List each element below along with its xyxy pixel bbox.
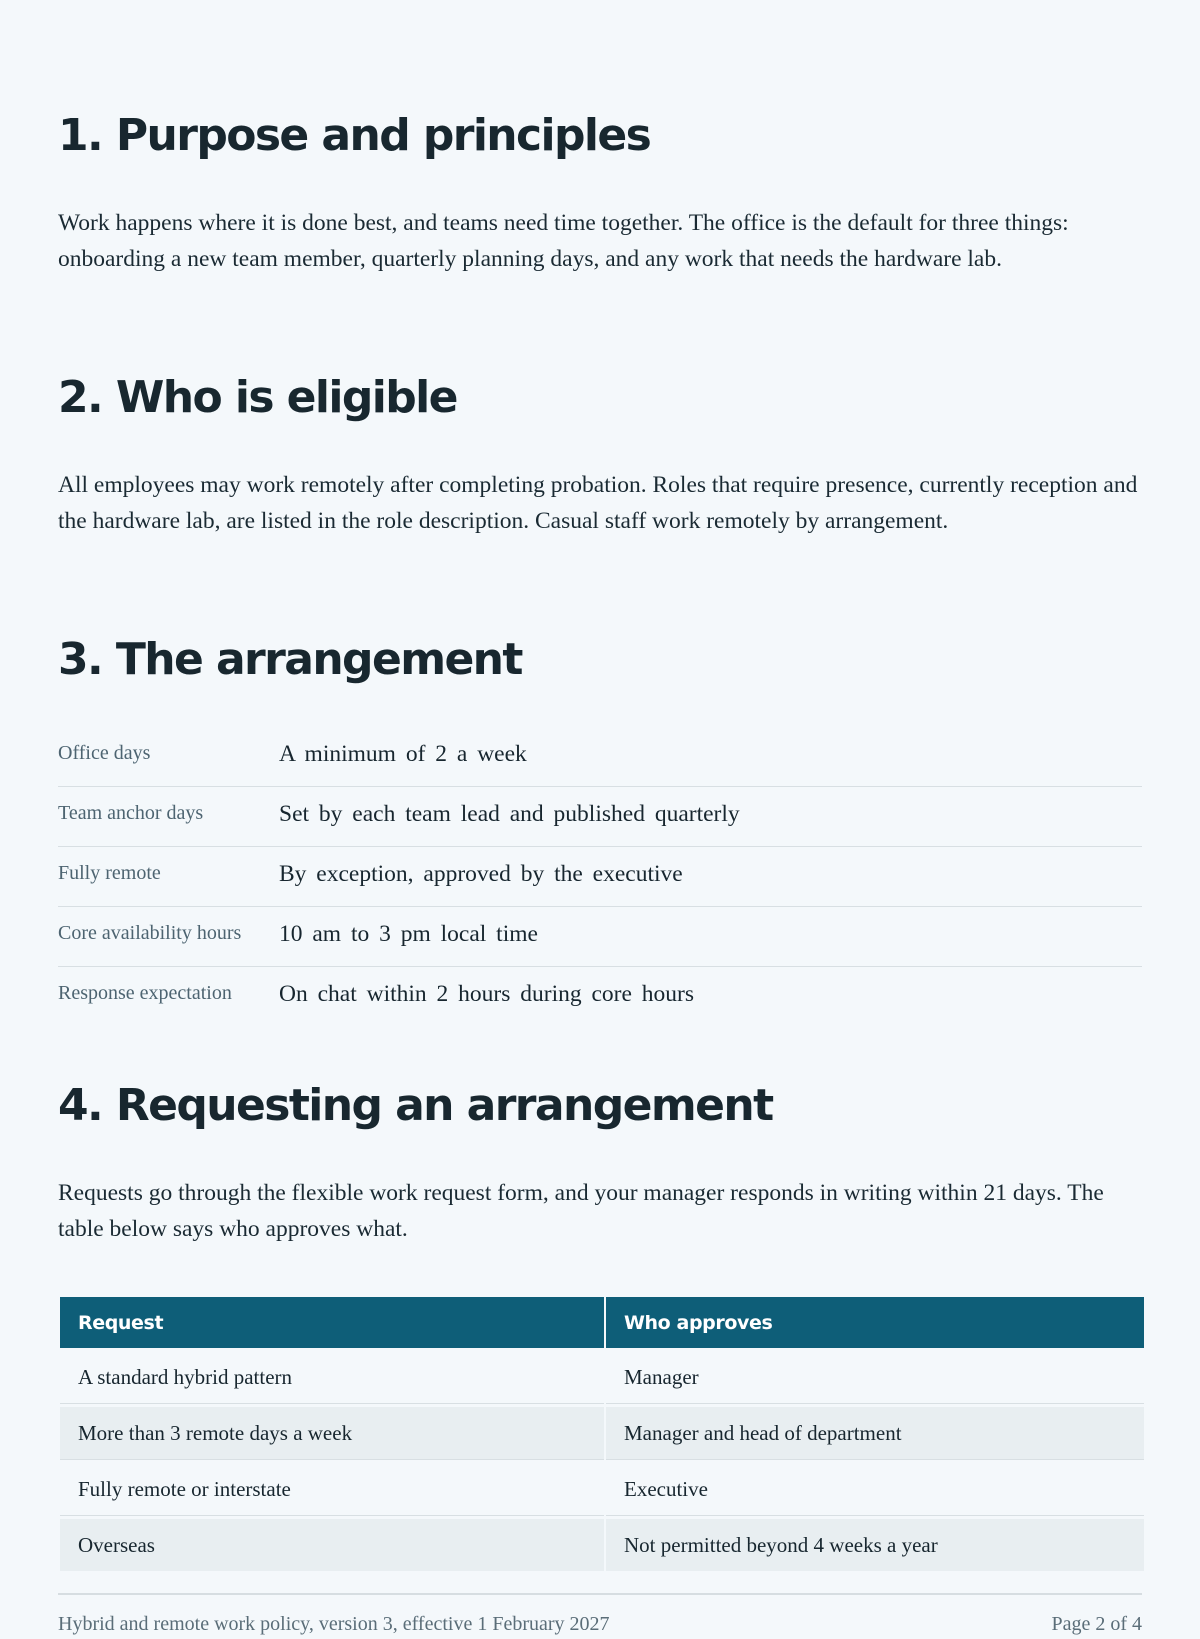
arrangement-key: Office days — [58, 742, 151, 764]
arrangement-row-team-anchor-days — [58, 787, 1142, 847]
arrangement-value: On chat within 2 hours during core hours — [279, 981, 695, 1007]
arrangement-value: 10 am to 3 pm local time — [279, 921, 538, 947]
arrangement-key: Fully remote — [58, 862, 161, 884]
arrangement-key: Response expectation — [58, 982, 232, 1004]
footer-document-title: Hybrid and remote work policy, version 3, effective 1 February 2027 — [58, 1613, 610, 1635]
arrangement-row-response-expectation — [58, 967, 1142, 1026]
arrangement-row-office-days — [58, 727, 1142, 787]
section-4-body: Requests go through the flexible work request form, and your manager responds in writing within 21 days. The table below says who approves what. — [58, 1180, 1104, 1242]
footer-page-number: Page 2 of 4 — [1051, 1613, 1142, 1635]
policy-page — [58, 0, 1142, 1639]
section-1-heading: 1. Purpose and principles — [58, 110, 651, 161]
section-2-body: All employees may work remotely after completing probation. Roles that require presence, currently reception and the hardware lab, are listed in the role description. Casual staff work remotely by arrangement. — [58, 472, 1138, 534]
request-cell: More than 3 remote days a week — [60, 1407, 604, 1460]
table-row — [60, 1519, 1144, 1571]
arrangement-list — [58, 727, 1142, 1026]
approver-cell: Manager — [606, 1351, 1144, 1404]
section-2-heading: 2. Who is eligible — [58, 372, 457, 423]
request-cell: A standard hybrid pattern — [60, 1351, 604, 1404]
approvals-table — [58, 1294, 1146, 1574]
section-1-body: Work happens where it is done best, and teams need time together. The office is the default for three things: onboarding a new team member, quarterly planning days, and any work that needs the hardware lab. — [58, 210, 1069, 272]
section-4-heading: 4. Requesting an arrangement — [58, 1080, 773, 1131]
table-row — [60, 1463, 1144, 1516]
arrangement-value: Set by each team lead and published quarterly — [279, 801, 740, 827]
request-cell: Overseas — [60, 1519, 604, 1571]
approver-cell: Manager and head of department — [606, 1407, 1144, 1460]
arrangement-value: A minimum of 2 a week — [279, 741, 527, 767]
footer-divider — [58, 1593, 1142, 1595]
arrangement-row-core-hours — [58, 907, 1142, 967]
approver-cell: Executive — [606, 1463, 1144, 1516]
approvals-header-row — [60, 1297, 1144, 1348]
request-cell: Fully remote or interstate — [60, 1463, 604, 1516]
column-header-request: Request — [60, 1297, 604, 1348]
section-3-heading: 3. The arrangement — [58, 634, 522, 685]
approver-cell: Not permitted beyond 4 weeks a year — [606, 1519, 1144, 1571]
table-row — [60, 1407, 1144, 1460]
arrangement-row-fully-remote — [58, 847, 1142, 907]
table-row — [60, 1351, 1144, 1404]
column-header-who-approves: Who approves — [606, 1297, 1144, 1348]
arrangement-key: Team anchor days — [58, 802, 204, 824]
arrangement-key: Core availability hours — [58, 922, 242, 944]
arrangement-value: By exception, approved by the executive — [279, 861, 683, 887]
